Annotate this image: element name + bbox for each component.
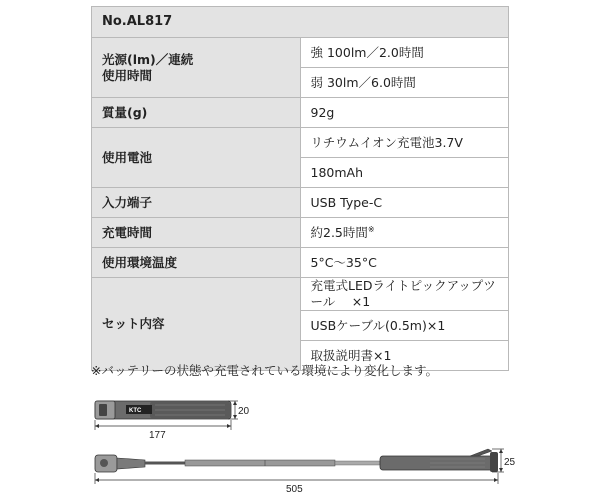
row-value: USBケーブル(0.5m)×1 — [300, 311, 509, 341]
top-view-height-value: 20 — [238, 406, 250, 417]
row-label-charge-time: 充電時間 — [92, 218, 301, 248]
side-view-height-value: 25 — [504, 457, 516, 468]
side-view-tool — [95, 449, 498, 472]
model-number: No.AL817 — [92, 7, 509, 38]
led-window — [99, 404, 107, 416]
row-value: 強 100lm／2.0時間 — [300, 38, 509, 68]
row-value: 弱 30lm／6.0時間 — [300, 68, 509, 98]
row-value: 充電式LEDライトピックアップツール ×1 — [300, 278, 509, 311]
row-label-input-port: 入力端子 — [92, 188, 301, 218]
row-value: リチウムイオン充電池3.7V — [300, 128, 509, 158]
side-view-length-value: 505 — [286, 484, 303, 495]
note-mark: ※ — [367, 224, 375, 234]
row-value: 取扱説明書×1 — [300, 341, 509, 371]
row-value: 5°C〜35°C — [300, 248, 509, 278]
top-view-tool — [95, 401, 231, 419]
side-view-length-dimension — [95, 473, 498, 495]
telescopic-section — [335, 461, 380, 465]
charge-time-value: 約2.5時間 — [310, 224, 368, 240]
row-value: USB Type-C — [300, 188, 509, 218]
telescopic-shaft — [185, 460, 335, 466]
top-view-length-value: 177 — [149, 430, 166, 441]
row-label-set-contents: セット内容 — [92, 278, 301, 371]
pocket-clip — [470, 449, 492, 456]
row-label-temperature: 使用環境温度 — [92, 248, 301, 278]
neck-joint — [117, 458, 145, 469]
led-lens — [100, 459, 108, 467]
end-cap — [490, 452, 498, 472]
top-view-length-dimension — [95, 420, 231, 441]
brand-logo-text: KTC — [129, 408, 142, 414]
row-label-text: 光源(lm)／連続 使用時間 — [102, 51, 194, 83]
row-value: 92g — [300, 98, 509, 128]
row-label-battery: 使用電池 — [92, 128, 301, 188]
row-label-weight: 質量(g) — [92, 98, 301, 128]
footnote: ※バッテリーの状態や充電されている環境により変化します。 — [91, 363, 438, 378]
row-value: 180mAh — [300, 158, 509, 188]
